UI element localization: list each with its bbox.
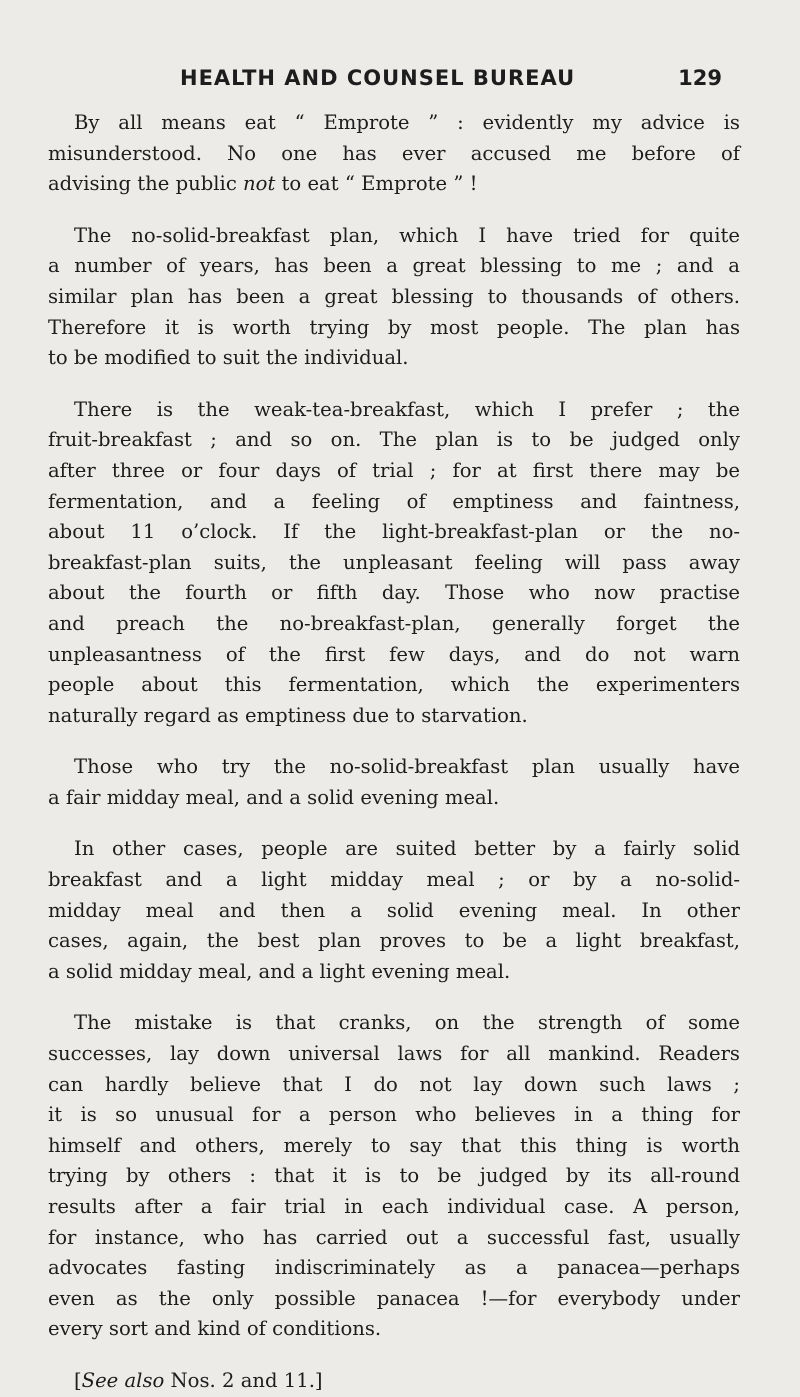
text-line: fermentation, and a feeling of emptiness and faintness, [48,489,740,513]
note-bracket: [ [74,1368,82,1392]
note-reference: Nos. 2 and 11.] [164,1368,323,1392]
text-line: breakfast and a light midday meal ; or by a no-solid- [48,868,740,892]
text-line: similar plan has been a great blessing to thousands of others. [48,284,740,308]
paragraph [48,834,740,987]
text-line: a number of years, has been a great blessing to me ; and a [48,254,740,278]
text-line: Therefore it is worth trying by most people. The plan has [48,315,740,339]
text-line: it is so unusual for a person who believes in a thing for [48,1103,740,1127]
text-line: unpleasantness of the first few days, and do not warn [48,642,740,666]
text-line: Those who try the no-solid-breakfast plan usually have [74,755,740,779]
text-line: The mistake is that cranks, on the strength of some [74,1011,740,1035]
text-line: misunderstood. No one has ever accused me before of [48,141,740,165]
text-line: successes, lay down universal laws for all mankind. Readers [48,1042,740,1066]
paragraph [48,395,740,732]
text-line: and preach the no-breakfast-plan, generally forget the [48,611,740,635]
text-line: about the fourth or fifth day. Those who now practise [48,581,740,605]
text-line: to be modified to suit the individual. [48,346,409,370]
paragraph [48,221,740,374]
emphasis-not: not [243,172,276,196]
text-line: even as the only possible panacea !—for everybody under [48,1286,740,1310]
text-line: By all means eat “ Emprote ” : evidently my advice is [74,111,740,134]
cross-reference-note [48,1366,740,1397]
text-line: every sort and kind of conditions. [48,1317,382,1341]
text-line-with-emphasis: advising the public not to eat “ Emprote ” ! [48,172,478,196]
text-line: about 11 o’clock. If the light-breakfast-plan or the no- [48,520,740,544]
text-line: trying by others : that it is to be judged by its all-round [48,1164,740,1188]
text-line: The no-solid-breakfast plan, which I have tried for quite [74,223,740,247]
paragraph [48,108,740,200]
page-header [180,66,722,106]
text-line: results after a fair trial in each individual case. A person, [48,1195,740,1218]
text-line: a fair midday meal, and a solid evening meal. [48,785,500,809]
text-line: himself and others, merely to say that this thing is worth [48,1133,740,1157]
text-line: a solid midday meal, and a light evening meal. [48,959,511,983]
paragraph [48,752,740,813]
text-line: can hardly believe that I do not lay down such laws ; [48,1072,740,1096]
note-line [48,1366,740,1397]
text-line: naturally regard as emptiness due to starvation. [48,703,528,727]
body-text [48,108,740,1397]
text-line: There is the weak-tea-breakfast, which I prefer ; the [74,397,740,421]
text-line: breakfast-plan suits, the unpleasant feeling will pass away [48,550,740,574]
text-line: midday meal and then a solid evening meal. In other [48,898,740,922]
paragraph [48,1008,740,1345]
running-head: HEALTH AND COUNSEL BUREAU [180,66,576,90]
text-line: In other cases, people are suited better by a fairly solid [74,837,740,861]
text-line: for instance, who has carried out a successful fast, usually [48,1225,740,1249]
text-line: advocates fasting indiscriminately as a panacea—perhaps [48,1256,740,1280]
text-line: fruit-breakfast ; and so on. The plan is to be judged only [48,428,740,452]
note-see-also: See also [81,1368,165,1392]
text-line: people about this fermentation, which the experimenters [48,673,740,697]
text-line: cases, again, the best plan proves to be a light breakfast, [48,929,740,953]
text-line: after three or four days of trial ; for at first there may be [48,458,740,482]
page-number: 129 [678,66,722,90]
